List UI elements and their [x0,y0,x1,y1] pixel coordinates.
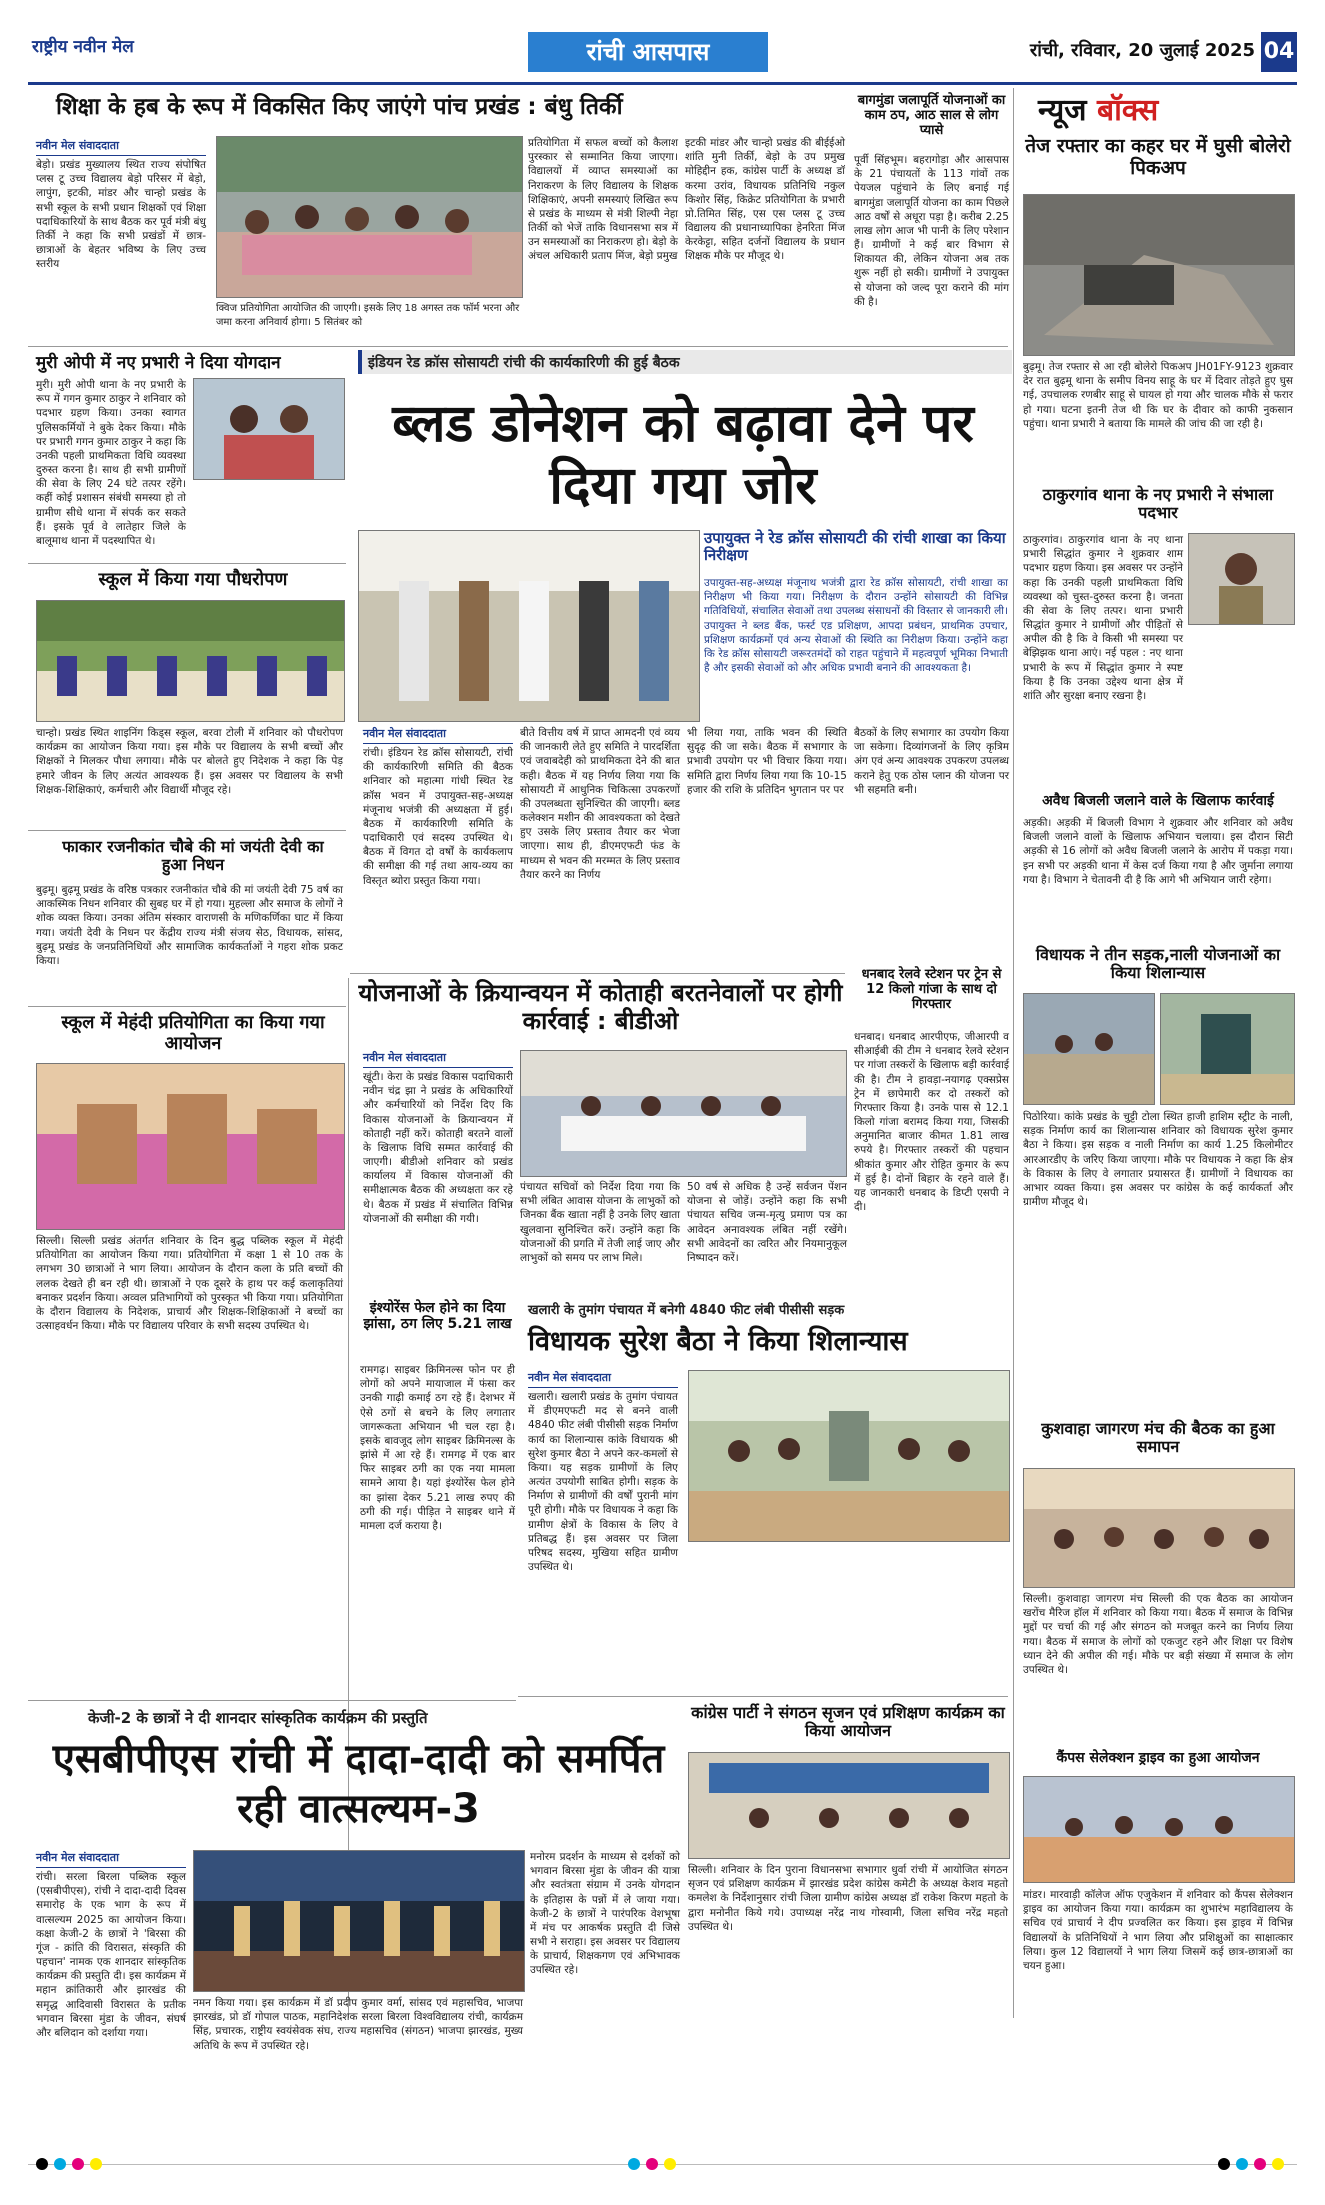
kicker-blood: इंडियन रेड क्रॉस सोसायटी रांची की कार्यकारिणी की हुई बैठक [368,355,680,371]
body-vidhayak-road: पिठोरिया। कांके प्रखंड के चुट्टी टोला स्थित हाजी हाशिम स्ट्रीट के नाली, सड़क निर्माण कार्य का शिलान्यास शनिवार को विधायक सुरेश कुमार बैठा ने किया। इस सड़क व नाली निर्माण का कार्य 1.25 किलोमीटर आरआरडीए के जरिए किया जाएगा। मौके पर विधायक ने कहा कि क्षेत्र के विकास के लिए वे लगातार प्रयासरत हैं। ग्रामीणों ने विधायक का आभार व्यक्त किया। इस अवसर पर कांग्रेस के कई कार्यकर्ता और ग्रामीण मौजूद थे। [1023,1111,1293,1209]
page-number: 04 [1261,32,1297,72]
body-thakurgaon-a: ठाकुरगांव। ठाकुरगांव थाना के नए थाना प्रभारी सिद्धांत कुमार ने शुक्रवार शाम पदभार ग्रहण किया। इस अवसर पर उन्होंने कहा कि उनकी पहली प्राथमिकता विधि व्यवस्था को चुस्त-दुरुस्त करना है। जनता की सेवा के लिए तत्पर। थाना प्रभारी सिद्धांत कुमार ने ग्रामीणों और पीड़ितों से अपील की है कि वे किसी भी समस्या पर बेझिझक थाना आएं। नई पहल : नए थाना प्रभारी के रूप में सिद्धांत कुमार ने स्पष्ट किया है कि उनका उद्देश्य थाना क्षेत्र में शांति और सुरक्षा बनाए रखना है। [1023,534,1183,702]
photo-plantation [36,600,345,722]
kicker-sbps: केजी-2 के छात्रों ने दी शानदार सांस्कृतिक कार्यक्रम की प्रस्तुति [88,1709,428,1727]
body-khalari: खलारी। खलारी प्रखंड के तुमांग पंचायत में डीएमएफटी मद से बनने वाली 4840 फीट लंबी पीसीसी सड़क निर्माण कार्य का शिलान्यास कांके विधायक श्री सुरेश कुमार बैठा ने अपने कर-कमलों से किया। यह सड़क ग्रामीणों के लिए अत्यंत उपयोगी साबित होगी। सड़क के निर्माण से ग्रामीणों की वर्षों पुरानी मांग पूरी होगी। मौके पर विधायक ने कहा कि ग्रामीण क्षेत्रों के विकास के लिए वे प्रतिबद्ध हैं। इस अवसर पर जिला परिषद सदस्य, मुखिया सहित ग्रामीण उपस्थित थे। [528,1391,678,1574]
newsbox-title-part2: बॉक्स [1096,93,1159,128]
headline-ganja: धनबाद रेलवे स्टेशन पर ट्रेन से 12 किलो गांजा के साथ दो गिरफ्तार [861,967,1002,1012]
headline-nidhan: फाकार रजनीकांत चौबे की मां जयंती देवी का हुआ निधन [62,837,324,875]
newsbox-title-part1: न्यूज [1038,93,1087,128]
byline: नवीन मेल संवाददाता [363,726,513,744]
headline-mehndi: स्कूल में मेहंदी प्रतियोगिता का किया गया आयोजन [61,1012,325,1054]
color-swatch [628,2158,640,2170]
body-paudharopan: चान्हो। प्रखंड स्थित शाइनिंग किड्स स्कूल, बरवा टोली में शनिवार को पौधरोपण कार्यक्रम का आयोजन किया गया। इस मौके पर विद्यालय के सभी बच्चों और शिक्षकों ने मिलकर पौधा लगाया। मौके पर बोलते हुए निदेशक ने कहा कि पेड़ हमारे जीवन के लिए अत्यंत आवश्यक हैं। इस अवसर पर विद्यालय के सभी शिक्षक-शिक्षिकाएं, कर्मचारी और विद्यार्थी मौजूद रहे। [36,727,343,796]
headline-congress: कांग्रेस पार्टी ने संगठन सृजन एवं प्रशिक्षण कार्यक्रम का किया आयोजन [691,1703,1005,1741]
body-ganja: धनबाद। धनबाद आरपीएफ, जीआरपी व सीआईबी की टीम ने धनबाद रेलवे स्टेशन पर गांजा तस्करों के खिलाफ बड़ी कार्रवाई की है। टीम ने हावड़ा-नयागढ़ एक्सप्रेस ट्रेन में छापेमारी कर दो तस्करों को गिरफ्तार किया है। उनके पास से 12.1 किलो गांजा बरामद किया गया, जिसकी अनुमानित बाजार कीमत 1.81 लाख रुपये है। गिरफ्तार तस्करों की पहचान श्रीकांत कुमार और रोहित कुमार के रूप में हुई है। दोनों बिहार के रहने वाले हैं। यह जानकारी धनबाद के डिप्टी एसपी ने दी। [854,1031,1010,1214]
body-prakhand-mid: प्रतियोगिता में सफल बच्चों को कैलाश पुरस्कार से सम्मानित किया जाएगा। विद्यालयों में व्याप्त समस्याओं का निराकरण के लिए विद्यालय के शिक्षक शिक्षिकाएं, अपनी समस्याएं लिखित रूप से प्रखंड के माध्यम से मंत्री शिल्पी नेहा तिर्की को भेजें ताकि विधानसभा सत्र में उन समस्याओं का निराकरण हो। बेड़ो के अंचल अधिकारी प्रताप मिंज, बेड़ो प्रमुख [528,137,678,263]
body-sbps-mid: नमन किया गया। इस कार्यक्रम में डॉ प्रदीप कुमार वर्मा, सांसद एवं महासचिव, भाजपा झारखंड, प्रो डॉ गोपाल पाठक, महानिदेशक सरला बिरला विश्वविद्यालय रांची, कार्यक्रम सिंह, प्रचारक, राष्ट्रीय स्वयंसेवक संघ, राज्य महासचिव (संगठन) भाजपा झारखंड, मुख्य अतिथि के रूप में उपस्थित रहे। [193,1997,523,2052]
separator [28,563,346,564]
newsbox-title [1038,88,1158,129]
caption-prakhand: क्विज प्रतियोगिता आयोजित की जाएगी। इसके लिए 18 अगस्त तक फॉर्म भरना और जमा करना अनिवार्य होगा। 5 सितंबर को [216,303,520,328]
body-congress: सिल्ली। शनिवार के दिन पुराना विधानसभा सभागार धुर्वा रांची में आयोजित संगठन सृजन एवं प्रशिक्षण कार्यक्रम में झारखंड प्रदेश कांग्रेस कमेटी के अध्यक्ष केशव महतो कमलेश के निर्देशानुसार रांची जिला ग्रामीण कांग्रेस अध्यक्ष डॉ राकेश किरण महतो के द्वारा मनोनीत किये गये। उपाध्यक्ष नरेंद्र नाथ गोस्वामी, जिला सचिव नरेंद्र महतो उपस्थित थे। [688,1864,1008,1933]
photo-thakurgaon-officer [1188,533,1295,625]
headline-paudharopan: स्कूल में किया गया पौधरोपण [98,569,288,590]
body-prakhand-right: इटकी मांडर और चान्हो प्रखंड की बीईईओ शांति मुनी तिर्की, बेड़ो के उप प्रमुख मोहिद्दीन हक, कांग्रेस पार्टी के अध्यक्ष डॉ करमा उरांव, विधायक प्रतिनिधि नकुल किशोर सिंह, किक्रेट प्रतियोगिता के प्रभारी प्रो.तिमित सिंह, एस एस प्लस टू उच्च विद्यालय की प्रधानाध्यापिका हेनरिता मिंज केरकेट्टा, सहित दर्जनों विद्यालय के प्रधान शिक्षक मौके पर मौजूद थे। [685,137,845,263]
body-redcross-inspection: उपायुक्त-सह-अध्यक्ष मंजूनाथ भजंत्री द्वारा रेड क्रॉस सोसायटी, रांची शाखा का निरीक्षण भी किया गया। निरीक्षण के दौरान उन्होंने सोसायटी की विभिन्न गतिविधियों, संचालित सेवाओं तथा उपलब्ध संसाधनों की विस्तार से जानकारी ली। उपायुक्त ने ब्लड बैंक, फर्स्ट एड प्रशिक्षण, आपदा प्रबंधन, प्राथमिक उपचार, प्रशिक्षण कार्यक्रमों एवं अन्य सेवाओं की स्थिति का निरीक्षण किया। उन्होंने कहा कि रेड क्रॉस सोसायटी जरूरतमंदों को राहत पहुंचाने में महत्वपूर्ण भूमिका निभाती है और इसकी सेवाओं को और अधिक प्रभावी बनाने की आवश्यकता है। [704,577,1008,675]
color-swatch [646,2158,658,2170]
headline-thakurgaon: ठाकुरगांव थाना के नए प्रभारी ने संभाला पदभार [1042,485,1274,523]
body-murhu-b [36,483,343,558]
headline-blood: ब्लड डोनेशन को बढ़ावा देने पर दिया गया जोर [392,394,974,517]
body-blood-far: बैठकों के लिए सभागार का उपयोग किया जा सकेगा। दिव्यांगजनों के लिए कृत्रिम अंग एवं अन्य आवश्यक उपकरण उपलब्ध कराने हेतु एक ठोस प्लान की योजना पर भी सहमति बनी। [854,727,1009,796]
newspaper-page [28,28,1297,2178]
photo-kushwaha-meeting [1023,1468,1295,1588]
separator [28,830,346,831]
color-swatch [72,2158,84,2170]
body-mehndi: सिल्ली। सिल्ली प्रखंड अंतर्गत शनिवार के दिन बुद्ध पब्लिक स्कूल में मेहंदी प्रतियोगिता का आयोजन किया गया। प्रतियोगिता में कक्षा 1 से 10 तक के लगभग 30 छात्राओं ने भाग लिया। आयोजन के दौरान कला के प्रति बच्चों की ललक देखते ही बन रही थी। छात्राओं ने एक दूसरे के हाथ पर कई कलाकृतियां बनाकर प्रदर्शन किया। अव्वल प्रतिभागियों को पुरस्कृत भी किया गया। प्रतियोगिता के दौरान विद्यालय के निदेशक, प्राचार्य और शिक्षक-शिक्षिकाओं ने बच्चों का उत्साहवर्धन किया। मौके पर विद्यालय परिवार के सभी सदस्य उपस्थित थे। [36,1235,343,1333]
separator [28,1700,516,1701]
color-swatch [90,2158,102,2170]
body-murhu-a: मुरी। मुरी ओपी थाना के नए प्रभारी के रूप में गगन कुमार ठाकुर ने शनिवार को पदभार ग्रहण किया। उनका स्वागत पुलिसकर्मियों ने बुके देकर किया। मौके पर प्रभारी गगन कुमार ठाकुर ने कहा कि उनकी पहली प्राथमिकता विधि व्यवस्था दुरुस्त करना है। साथ ही सभी ग्रामीणों की सेवा के लिए 24 घंटे तत्पर रहेंगे। कहीं कोई प्रशासन संबंधी समस्या हो तो ग्रामीण सीधे थाना में संपर्क कर सकते हैं। इसके पूर्व वे लातेहार जिले के बालूमाथ थाना में पदस्थापित थे। [36,379,186,547]
body-bagmunda: पूर्वी सिंहभूम। बहरागोड़ा और आसपास के 21 पंचायतों के 113 गांवों तक पेयजल पहुंचाने के लिए बनाई गई बागमुंडा जलापूर्ति योजना का काम पिछले आठ वर्षों से अधूरा पड़ा है। करीब 2.25 लाख लोग आज भी पानी के लिए परेशान हैं। ग्रामीणों ने कई बार विभाग से शिकायत की, लेकिन योजना अब तक शुरू नहीं हो सकी। ग्रामीणों ने उपायुक्त से योजना को जल्द पूरा कराने की मांग की है। [854,154,1009,308]
paper-name: राष्ट्रीय नवीन मेल [32,37,134,57]
headline-bagmunda: बागमुंडा जलापूर्ति योजनाओं का काम ठप, आठ साल से लोग प्यासे [857,93,1006,138]
photo-campus-drive [1023,1776,1295,1883]
separator [518,1696,1008,1697]
headline-khalari: विधायक सुरेश बैठा ने किया शिलान्यास [528,1326,908,1357]
body-insurance: रामगढ़। साइबर क्रिमिनल्स फोन पर ही लोगों को अपने मायाजाल में फंसा कर उनकी गाढ़ी कमाई ठग रहे हैं। देशभर में ऐसे ठगों से बचने के लिए लगातार जागरूकता अभियान भी चल रहा है। इसके बावजूद लोग साइबर क्रिमिनल्स के झांसे में आ रहे हैं। रामगढ़ में एक बार फिर साइबर ठगी का एक नया मामला सामने आया है। यहां इंश्योरेंस फेल होने का झांसा देकर 5.21 लाख रुपए की ठगी की गई। पीड़ित ने साइबर थाने में मामला दर्ज कराया है। [360,1364,515,1532]
photo-congress-training [688,1752,1010,1859]
body-prakhand-left: बेड़ो। प्रखंड मुख्यालय स्थित राज्य संपोषित प्लस टू उच्च विद्यालय बेड़ो परिसर में बेड़ो, लापुंग, इटकी, मांडर और चान्हो प्रखंड के सभी स्कूल के सभी प्रधान शिक्षकों एवं शिक्षा पदाधिकारियों के साथ बैठक कर पूर्व मंत्री बंधु तिर्की ने कहा कि सभी प्रखंडों में छात्र-छात्राओं के बेहतर भविष्य के लिए उच्च स्तरीय [36,159,206,271]
color-swatch [1218,2158,1230,2170]
separator [28,1006,346,1007]
byline: नवीन मेल संवाददाता [36,1850,186,1868]
photo-murhu-officer [193,378,345,480]
photo-sbps-performance [193,1850,525,1992]
headline-newsbox: तेज रफ्तार का कहर घर में घुसी बोलेरो पिकअप [1025,135,1291,179]
color-swatch [1272,2158,1284,2170]
column-rule [1013,88,1014,2018]
color-swatch [1236,2158,1248,2170]
byline: नवीन मेल संवाददाता [363,1050,513,1068]
headline-campus: कैंपस सेलेक्शन ड्राइव का हुआ आयोजन [1056,1750,1260,1766]
date-line: रांची, रविवार, 20 जुलाई 2025 [1029,40,1255,61]
byline: नवीन मेल संवाददाता [528,1370,678,1388]
photo-redcross-visit [358,530,700,722]
masthead [28,28,1297,85]
photo-prakhand-meeting [216,136,523,298]
headline-insurance: इंश्योरेंस फेल होने का दिया झांसा, ठग लिए 5.21 लाख [363,1300,512,1333]
footer-rule [28,2164,1297,2165]
headline-vidhayak-road: विधायक ने तीन सड़क,नाली योजनाओं का किया शिलान्यास [1035,945,1281,983]
photo-road-foundation-b [1160,993,1295,1105]
section-name: रांची आसपास [528,32,768,72]
body-thakurgaon-b [1023,630,1293,775]
body-sbps-left: रांची। सरला बिरला पब्लिक स्कूल (एसबीपीएस), रांची ने दादा-दादी दिवस समारोह के एक भाग के रूप में वात्सल्यम 2025 का आयोजन किया। कक्षा केजी-2 के छात्रों ने 'बिरसा की गूंज - क्रांति की विरासत, संस्कृति की पहचान' नामक एक शानदार सांस्कृतिक कार्यक्रम की प्रस्तुति दी। इस कार्यक्रम में महान क्रांतिकारी और झारखंड की समृद्ध आदिवासी विरासत के प्रतीक भगवान बिरसा मुंडा के जीवन, संघर्ष और बलिदान को दर्शाया गया। [36,1871,186,2039]
body-yojana-left: खूंटी। केरा के प्रखंड विकास पदाधिकारी नवीन चंद्र झा ने प्रखंड के अधिकारियों और कर्मचारियों को निर्देश दिए कि विकास योजनाओं के क्रियान्वयन में कोताही नहीं करें। कोताही बरतने वालों के खिलाफ विधि सम्मत कार्रवाई की जाएगी। बीडीओ शनिवार को प्रखंड कार्यालय में विकास योजनाओं की समीक्षात्मक बैठक की अध्यक्षता कर रहे थे। बैठक में प्रखंड में संचालित विभिन्न योजनाओं की समीक्षा की गयी। [363,1071,513,1225]
photo-road-foundation-a [1023,993,1155,1105]
byline: नवीन मेल संवाददाता [36,138,206,156]
photo-pickup-crash [1023,194,1295,356]
headline-murhu: मुरी ओपी में नए प्रभारी ने दिया योगदान [36,353,281,373]
body-blood-right: भी लिया गया, ताकि भवन की स्थिति सुदृढ़ की जा सके। बैठक में सभागार के प्रभावी उपयोग पर भी विचार किया गया। समिति द्वारा निर्णय लिया गया कि 10-15 हजार की राशि के प्रतिदिन भुगतान पर पर [687,727,847,796]
body-khalari-b [528,1596,1008,1691]
body-nidhan: बुढ़मू। बुढ़मू प्रखंड के वरिष्ठ पत्रकार रजनीकांत चौबे की मां जयंती देवी 75 वर्ष का आकस्मिक निधन शनिवार की सुबह घर में हो गया। मुहल्ला और समाज के लोगों ने शोक व्यक्त किया। उनका अंतिम संस्कार वाराणसी के मणिकर्णिका घाट में किया गया। जयंती देवी के निधन पर केंद्रीय राज्य मंत्री संजय सेठ, विधायक, सांसद, बुढ़मू प्रखंड के जनप्रतिनिधियों और सामाजिक कार्यकर्ताओं ने गहरा शोक प्रकट किया। [36,884,343,967]
body-blood-mid: बीते वित्तीय वर्ष में प्राप्त आमदनी एवं व्यय की जानकारी लेते हुए समिति ने पारदर्शिता एवं जवाबदेही को प्राथमिकता देने की बात कही। बैठक में यह निर्णय लिया गया कि सोसायटी में आधुनिक चिकित्सा उपकरणों की उपलब्धता सुनिश्चित की जाएगी। ब्लड कलेक्शन मशीन की आवश्यकता को देखते हुए उसके लिए प्रस्ताव तैयार कर भेजा जाएगा। साथ ही, डीएमएफटी फंड के माध्यम से भवन की मरम्मत के लिए प्रस्ताव तैयार करने का निर्णय [520,727,680,881]
separator [350,973,845,974]
headline-kushwaha: कुशवाहा जागरण मंच की बैठक का हुआ समापन [1041,1419,1275,1457]
headline-prakhand: शिक्षा के हब के रूप में विकसित किए जाएंगे पांच प्रखंड : बंधु तिर्की [56,94,623,120]
color-swatch [36,2158,48,2170]
body-campus: मांडर। मारवाड़ी कॉलेज ऑफ एजुकेशन में शनिवार को कैंपस सेलेक्शन ड्राइव का आयोजन किया गया। कार्यक्रम का शुभारंभ महाविद्यालय के सचिव एवं प्राचार्य ने दीप प्रज्वलित कर किया। इस ड्राइव में विभिन्न विद्यालयों के प्रतिनिधियों ने भाग लिया और प्रशिक्षुओं का साक्षात्कार लिया। कुल 12 विद्यालयों ने भाग लिया जिसमें कई छात्र-छात्राओं का चयन हुआ। [1023,1889,1293,1972]
kicker-khalari: खलारी के तुमांग पंचायत में बनेगी 4840 फीट लंबी पीसीसी सड़क [528,1303,845,1318]
body-yojana-mid: पंचायत सचिवों को निर्देश दिया गया कि सभी लंबित आवास योजना के लाभुकों को जिनका बैंक खाता नहीं है उनके लिए खाता खुलवाना सुनिश्चित करें। उन्होंने कहा कि योजनाओं की प्रगति में तेजी लाई जाए और लाभुकों को समय पर लाभ मिले। [520,1181,680,1264]
headline-sbps: एसबीपीएस रांची में दादा-दादी को समर्पित रही वात्सल्यम-3 [52,1736,665,1832]
subheadline-redcross: उपायुक्त ने रेड क्रॉस सोसायटी की रांची शाखा का किया निरीक्षण [704,529,1006,565]
color-swatch [664,2158,676,2170]
separator [28,346,1008,347]
photo-khalari-foundation [688,1370,1010,1542]
body-kushwaha: सिल्ली। कुशवाहा जागरण मंच सिल्ली की एक बैठक का आयोजन खरोंच मैरिज हॉल में शनिवार को किया गया। बैठक में समाज के विभिन्न मुद्दों पर चर्चा की गई और संगठन को मजबूत करने का निर्णय लिया गया। बैठक में समाज के लोगों को एकजुट रहने और शिक्षा पर विशेष ध्यान देने की अपील की गई। मौके पर बड़ी संख्या में समाज के लोग उपस्थित थे। [1023,1593,1293,1676]
headline-yojana: योजनाओं के क्रियान्वयन में कोताही बरतनेवालों पर होगी कार्रवाई : बीडीओ [358,979,843,1035]
body-sbps-right: मनोरम प्रदर्शन के माध्यम से दर्शकों को भगवान बिरसा मुंडा के जीवन की यात्रा और स्वतंत्रता संग्राम में उनके योगदान के इतिहास के पन्नों में ले जाया गया। केजी-2 के छात्रों ने पारंपरिक वेशभूषा में मंच पर आकर्षक प्रस्तुति दी जिसे सभी ने सराहा। इस अवसर पर विद्यालय के प्राचार्य, शिक्षकगण एवं अभिभावक उपस्थित रहे। [530,1851,680,1977]
photo-mehndi-hands [36,1063,345,1230]
color-swatch [1254,2158,1266,2170]
body-yojana-right: 50 वर्ष से अधिक है उन्हें सर्वजन पेंशन योजना से जोड़ें। उन्होंने कहा कि सभी पंचायत सचिव जन्म-मृत्यु प्रमाण पत्र का आवेदन अनावश्यक लंबित नहीं रखेंगे। सभी आवेदनों का त्वरित और नियमानुकूल निष्पादन करें। [687,1181,847,1264]
body-newsbox: बुढ़मू। तेज रफ्तार से आ रही बोलेरो पिकअप JH01FY-9123 शुक्रवार देर रात बुढ़मू थाना के समीप विनय साहू के घर में दिवार तोड़ते हुए घुस गई, उपचालक रणबीर साहू से घायल हो गया और चालक मौके से फरार हो गया। घटना इतनी तेज थी कि घर के दीवार को काफी नुकसान पहुंचा। थाना प्रभारी ने बताया कि मामले की जांच की जा रही है। [1023,361,1293,430]
color-swatch [54,2158,66,2170]
headline-bijli: अवैध बिजली जलाने वाले के खिलाफ कार्रवाई [1042,793,1274,809]
body-bijli: अड़की। अड़की में बिजली विभाग ने शुक्रवार और शनिवार को अवैध बिजली जलाने वालों के खिलाफ अभियान चलाया। इस दौरान सिटी अड़की से 16 लोगों को अवैध बिजली जलाने के आरोप में पकड़ा गया। इन सभी पर अड़की थाना में केस दर्ज किया गया है और जुर्माना लगाया गया है। विभाग ने चेतावनी दी है कि आगे भी अभियान जारी रहेगा। [1023,817,1293,886]
photo-bdo-meeting [520,1050,847,1177]
body-blood-left: रांची। इंडियन रेड क्रॉस सोसायटी, रांची की कार्यकारिणी समिति की बैठक शनिवार को महात्मा गांधी स्थित रेड क्रॉस भवन में उपायुक्त-सह-अध्यक्ष मंजूनाथ भजंत्री की अध्यक्षता में हुई। बैठक में कार्यकारिणी समिति के पदाधिकारी एवं सदस्य उपस्थित थे। बैठक में विगत दो वर्षों के कार्यकलाप की समीक्षा की गई तथा आय-व्यय का विस्तृत ब्योरा प्रस्तुत किया गया। [363,747,513,887]
footer-color-strip [28,2156,1297,2174]
